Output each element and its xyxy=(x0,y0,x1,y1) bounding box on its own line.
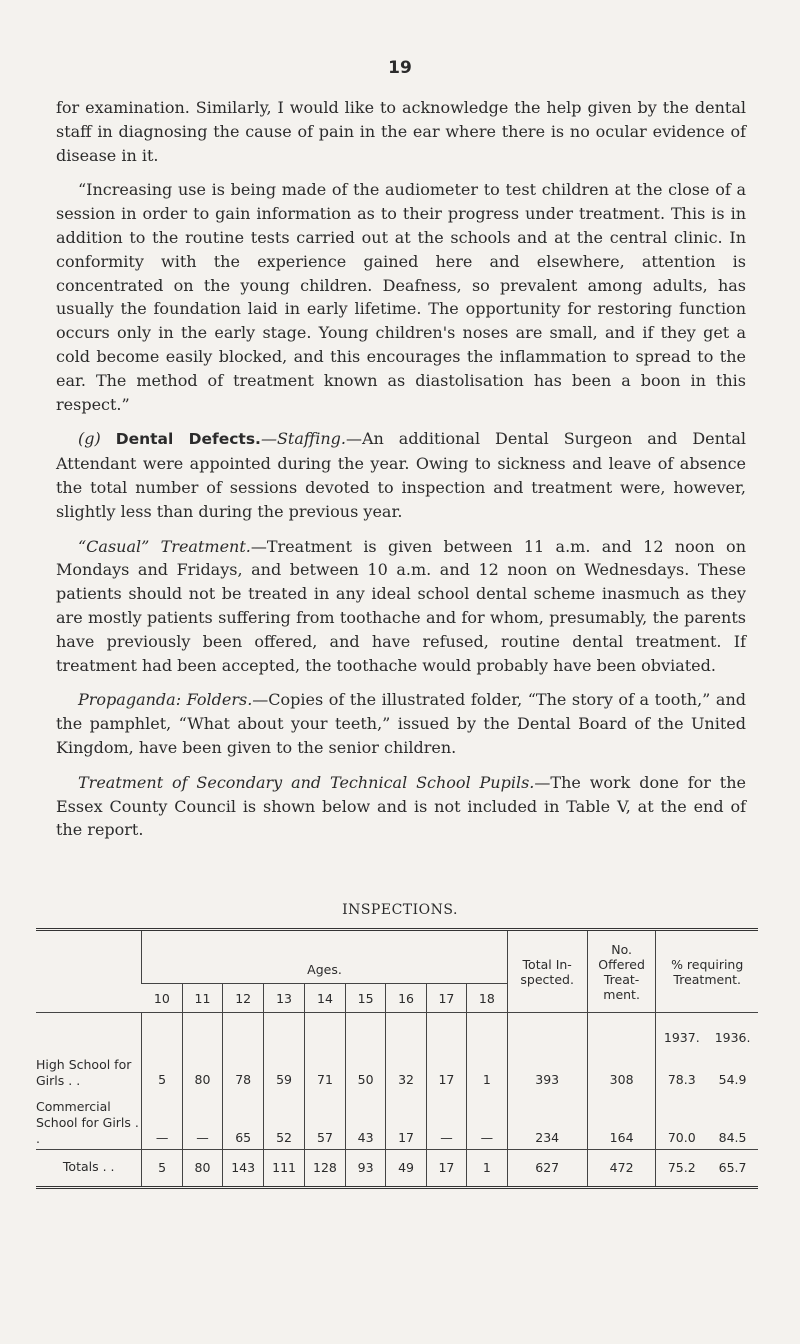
table-cell: 17 xyxy=(426,1047,466,1091)
section-heading: Dental Defects. xyxy=(115,430,261,449)
table-cell: 32 xyxy=(386,1047,426,1091)
subheading: “Casual” Treatment. xyxy=(78,536,251,556)
table-cell: — xyxy=(182,1091,222,1149)
table-row xyxy=(36,1047,758,1091)
total-inspected-header: Total In- spected. xyxy=(507,930,587,1013)
table-cell: 43 xyxy=(345,1091,385,1149)
table-cell: 143 xyxy=(223,1149,264,1187)
paragraph-text: —Copies of the illustrated folder, “The story of a tooth,” and the pamphlet, “What about your teeth,” issued by the Dental Board of the United Kingdom, have been given to the senior children. xyxy=(56,690,746,757)
table-cell: 71 xyxy=(305,1047,346,1091)
totals-row xyxy=(36,1149,758,1187)
propaganda-paragraph xyxy=(56,688,746,759)
table-cell: 65 xyxy=(223,1091,264,1149)
table-cell: 50 xyxy=(345,1047,385,1091)
corner-cell xyxy=(36,930,142,1013)
age-header: 11 xyxy=(182,984,222,1013)
table-cell: 80 xyxy=(182,1149,222,1187)
table-cell: 17 xyxy=(426,1149,466,1187)
table-cell: 1 xyxy=(467,1047,507,1091)
table-cell: — xyxy=(426,1091,466,1149)
year-label: 1936. xyxy=(714,1030,751,1045)
body-text xyxy=(56,96,746,853)
paragraph: for examination. Similarly, I would like to acknowledge the help given by the dental staff in diagnosing the cause of pain in the ear where there is no ocular evidence of disease in it. xyxy=(56,98,746,165)
age-header: 18 xyxy=(467,984,507,1013)
secondary-treatment-paragraph xyxy=(56,771,746,842)
table-cell: 65.7 xyxy=(718,1160,747,1175)
casual-treatment-paragraph xyxy=(56,535,746,678)
percent-cell xyxy=(656,1047,758,1091)
table-cell: 1 xyxy=(467,1149,507,1187)
percent-cell xyxy=(656,1149,758,1187)
table-cell: 59 xyxy=(264,1047,305,1091)
row-label: Commercial School for Girls . . xyxy=(36,1098,139,1146)
age-header: 13 xyxy=(264,984,305,1013)
age-header: 10 xyxy=(142,984,182,1013)
paragraph-text: —The work done for the Essex County Council is shown below and is not included in Table V, at the end of the report. xyxy=(56,772,746,840)
dental-staffing-paragraph xyxy=(56,427,746,523)
subheading: —Staffing. xyxy=(260,429,346,449)
paragraph-text: —An additional Dental Surgeon and Dental Attendant were appointed during the year. Owing to sickness and leave of absence the total number of sessions devoted to inspection and treatment were, however, slightly less than during the previous year. xyxy=(56,429,747,521)
age-header: 17 xyxy=(426,984,466,1013)
table-cell: 70.0 xyxy=(667,1129,696,1145)
table-cell: 308 xyxy=(587,1047,656,1091)
table-cell: 57 xyxy=(305,1091,346,1149)
table-title: INSPECTIONS. xyxy=(342,902,458,918)
age-header: 12 xyxy=(223,984,264,1013)
table-cell: 78.3 xyxy=(667,1072,696,1087)
table-cell: 17 xyxy=(386,1091,426,1149)
table-cell: 5 xyxy=(142,1047,182,1091)
year-label: 1937. xyxy=(663,1030,700,1045)
subheading: Propaganda: Folders. xyxy=(78,690,253,710)
subheading: Treatment of Secondary and Technical School Pupils. xyxy=(78,772,535,792)
table-cell: 78 xyxy=(223,1047,264,1091)
inspections-table xyxy=(36,928,758,1189)
empty-cell xyxy=(36,1013,142,1048)
offered-treatment-header: No. Offered Treat- ment. xyxy=(587,930,656,1013)
table-cell: 54.9 xyxy=(718,1072,747,1087)
paragraph: “Increasing use is being made of the audiometer to test children at the close of a session in order to gain information as to their progress under treatment. This is in addition to the routine tests carried out at the schools and at the central clinic. In conformity with the experience gained here and elsewhere, attention is concentrated on the young children. Deafness, so prevalent among adults, has usually the foundation laid in early lifetime. The opportunity for restoring function occurs only in the early stage. Young children's noses are small, and if they get a cold become easily blocked, and this encourages the inflammation to spread to the ear. The method of treatment known as diastolisation has been a boon in this respect.” xyxy=(56,180,746,414)
table-cell: 75.2 xyxy=(667,1160,696,1175)
table-cell: 627 xyxy=(507,1149,587,1187)
table-cell: 80 xyxy=(182,1047,222,1091)
section-marker: (g) xyxy=(78,429,101,449)
year-headers xyxy=(656,1013,758,1048)
age-header: 16 xyxy=(386,984,426,1013)
table-row xyxy=(36,1091,758,1149)
table-cell: — xyxy=(467,1091,507,1149)
paragraph-text: —Treatment is given between 11 a.m. and 12 noon on Mondays and Fridays, and between 10 a.m. and 12 noon on Wednesdays. These patients should not be treated in any ideal school dental scheme inasmuch as they are mostly patients suffering from toothache and for whom, presumably, the parents have previously been offered, and have refused, routine dental treatment. If treatment had been accepted, the toothache would probably have been obviated. xyxy=(56,536,746,675)
age-header: 14 xyxy=(305,984,346,1013)
table-cell: — xyxy=(142,1091,182,1149)
table-cell: 5 xyxy=(142,1149,182,1187)
table-cell: 84.5 xyxy=(718,1129,747,1145)
percent-requiring-header: % requiring Treatment. xyxy=(656,930,758,1013)
row-label: High School for Girls . . xyxy=(36,1057,132,1088)
age-header: 15 xyxy=(345,984,385,1013)
table-cell: 52 xyxy=(264,1091,305,1149)
table-cell: 234 xyxy=(507,1091,587,1149)
table-cell: 128 xyxy=(305,1149,346,1187)
table-cell: 164 xyxy=(587,1091,656,1149)
table-cell: 49 xyxy=(386,1149,426,1187)
table-cell: 472 xyxy=(587,1149,656,1187)
table-cell: 111 xyxy=(264,1149,305,1187)
page-number: 19 xyxy=(388,58,412,78)
row-label: Totals . . xyxy=(36,1149,142,1187)
ages-header: Ages. xyxy=(142,930,507,984)
table-cell: 93 xyxy=(345,1149,385,1187)
table-cell: 393 xyxy=(507,1047,587,1091)
percent-cell xyxy=(656,1091,758,1149)
